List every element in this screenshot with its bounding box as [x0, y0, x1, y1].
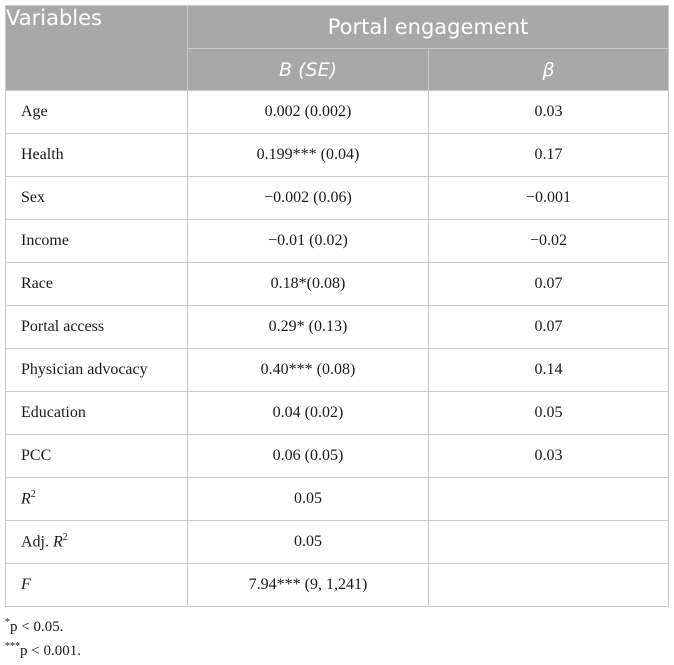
cell-beta — [429, 521, 669, 564]
row-label: Health — [6, 134, 188, 177]
cell-b: 0.40*** (0.08) — [188, 349, 429, 392]
cell-beta: −0.001 — [429, 177, 669, 220]
cell-beta: 0.17 — [429, 134, 669, 177]
cell-b: 7.94*** (9, 1,241) — [188, 564, 429, 607]
table-row-f — [6, 564, 669, 607]
table-row — [6, 435, 669, 478]
row-label: Sex — [6, 177, 188, 220]
row-label: Race — [6, 263, 188, 306]
footnote-mark: *** — [5, 641, 20, 652]
cell-beta: 0.07 — [429, 306, 669, 349]
row-label: Income — [6, 220, 188, 263]
cell-b: 0.29* (0.13) — [188, 306, 429, 349]
cell-b: 0.04 (0.02) — [188, 392, 429, 435]
header-beta: β — [429, 49, 669, 91]
footnote-p05 — [5, 617, 63, 636]
adj-prefix: Adj. — [21, 533, 53, 551]
cell-beta: 0.03 — [429, 435, 669, 478]
cell-b: 0.05 — [188, 521, 429, 564]
r-letter: R — [21, 490, 31, 508]
footnote-text: p < 0.001. — [20, 643, 81, 659]
table-row — [6, 220, 669, 263]
table-row — [6, 349, 669, 392]
table-row — [6, 306, 669, 349]
cell-b: −0.01 (0.02) — [188, 220, 429, 263]
cell-b: 0.18*(0.08) — [188, 263, 429, 306]
cell-beta: −0.02 — [429, 220, 669, 263]
row-label: Age — [6, 91, 188, 134]
cell-b: 0.06 (0.05) — [188, 435, 429, 478]
header-variables: Variables — [6, 6, 188, 91]
r-superscript: 2 — [30, 489, 36, 501]
cell-beta — [429, 478, 669, 521]
header-row-1 — [6, 6, 669, 49]
row-label-adj-r2 — [6, 521, 188, 564]
row-label-f: F — [6, 564, 188, 607]
row-label: PCC — [6, 435, 188, 478]
row-label: Education — [6, 392, 188, 435]
footnote-text: p < 0.05. — [10, 619, 64, 635]
cell-beta: 0.07 — [429, 263, 669, 306]
r-superscript: 2 — [62, 532, 68, 544]
cell-beta: 0.05 — [429, 392, 669, 435]
cell-b: 0.199*** (0.04) — [188, 134, 429, 177]
table-row — [6, 263, 669, 306]
cell-beta: 0.03 — [429, 91, 669, 134]
row-label: Physician advocacy — [6, 349, 188, 392]
cell-b: 0.002 (0.002) — [188, 91, 429, 134]
table-row-r2 — [6, 478, 669, 521]
header-portal-engagement: Portal engagement — [188, 6, 669, 49]
cell-b: −0.002 (0.06) — [188, 177, 429, 220]
header-b-se: B (SE) — [188, 49, 429, 91]
regression-table — [5, 5, 669, 607]
table-row — [6, 134, 669, 177]
cell-beta: 0.14 — [429, 349, 669, 392]
row-label: Portal access — [6, 306, 188, 349]
table-row — [6, 91, 669, 134]
cell-beta — [429, 564, 669, 607]
row-label-r2 — [6, 478, 188, 521]
table-row — [6, 177, 669, 220]
cell-b: 0.05 — [188, 478, 429, 521]
r-letter: R — [53, 533, 63, 551]
table-row — [6, 392, 669, 435]
footnote-p001 — [5, 641, 81, 660]
table-row-adj-r2 — [6, 521, 669, 564]
footnote-mark: * — [5, 617, 10, 628]
